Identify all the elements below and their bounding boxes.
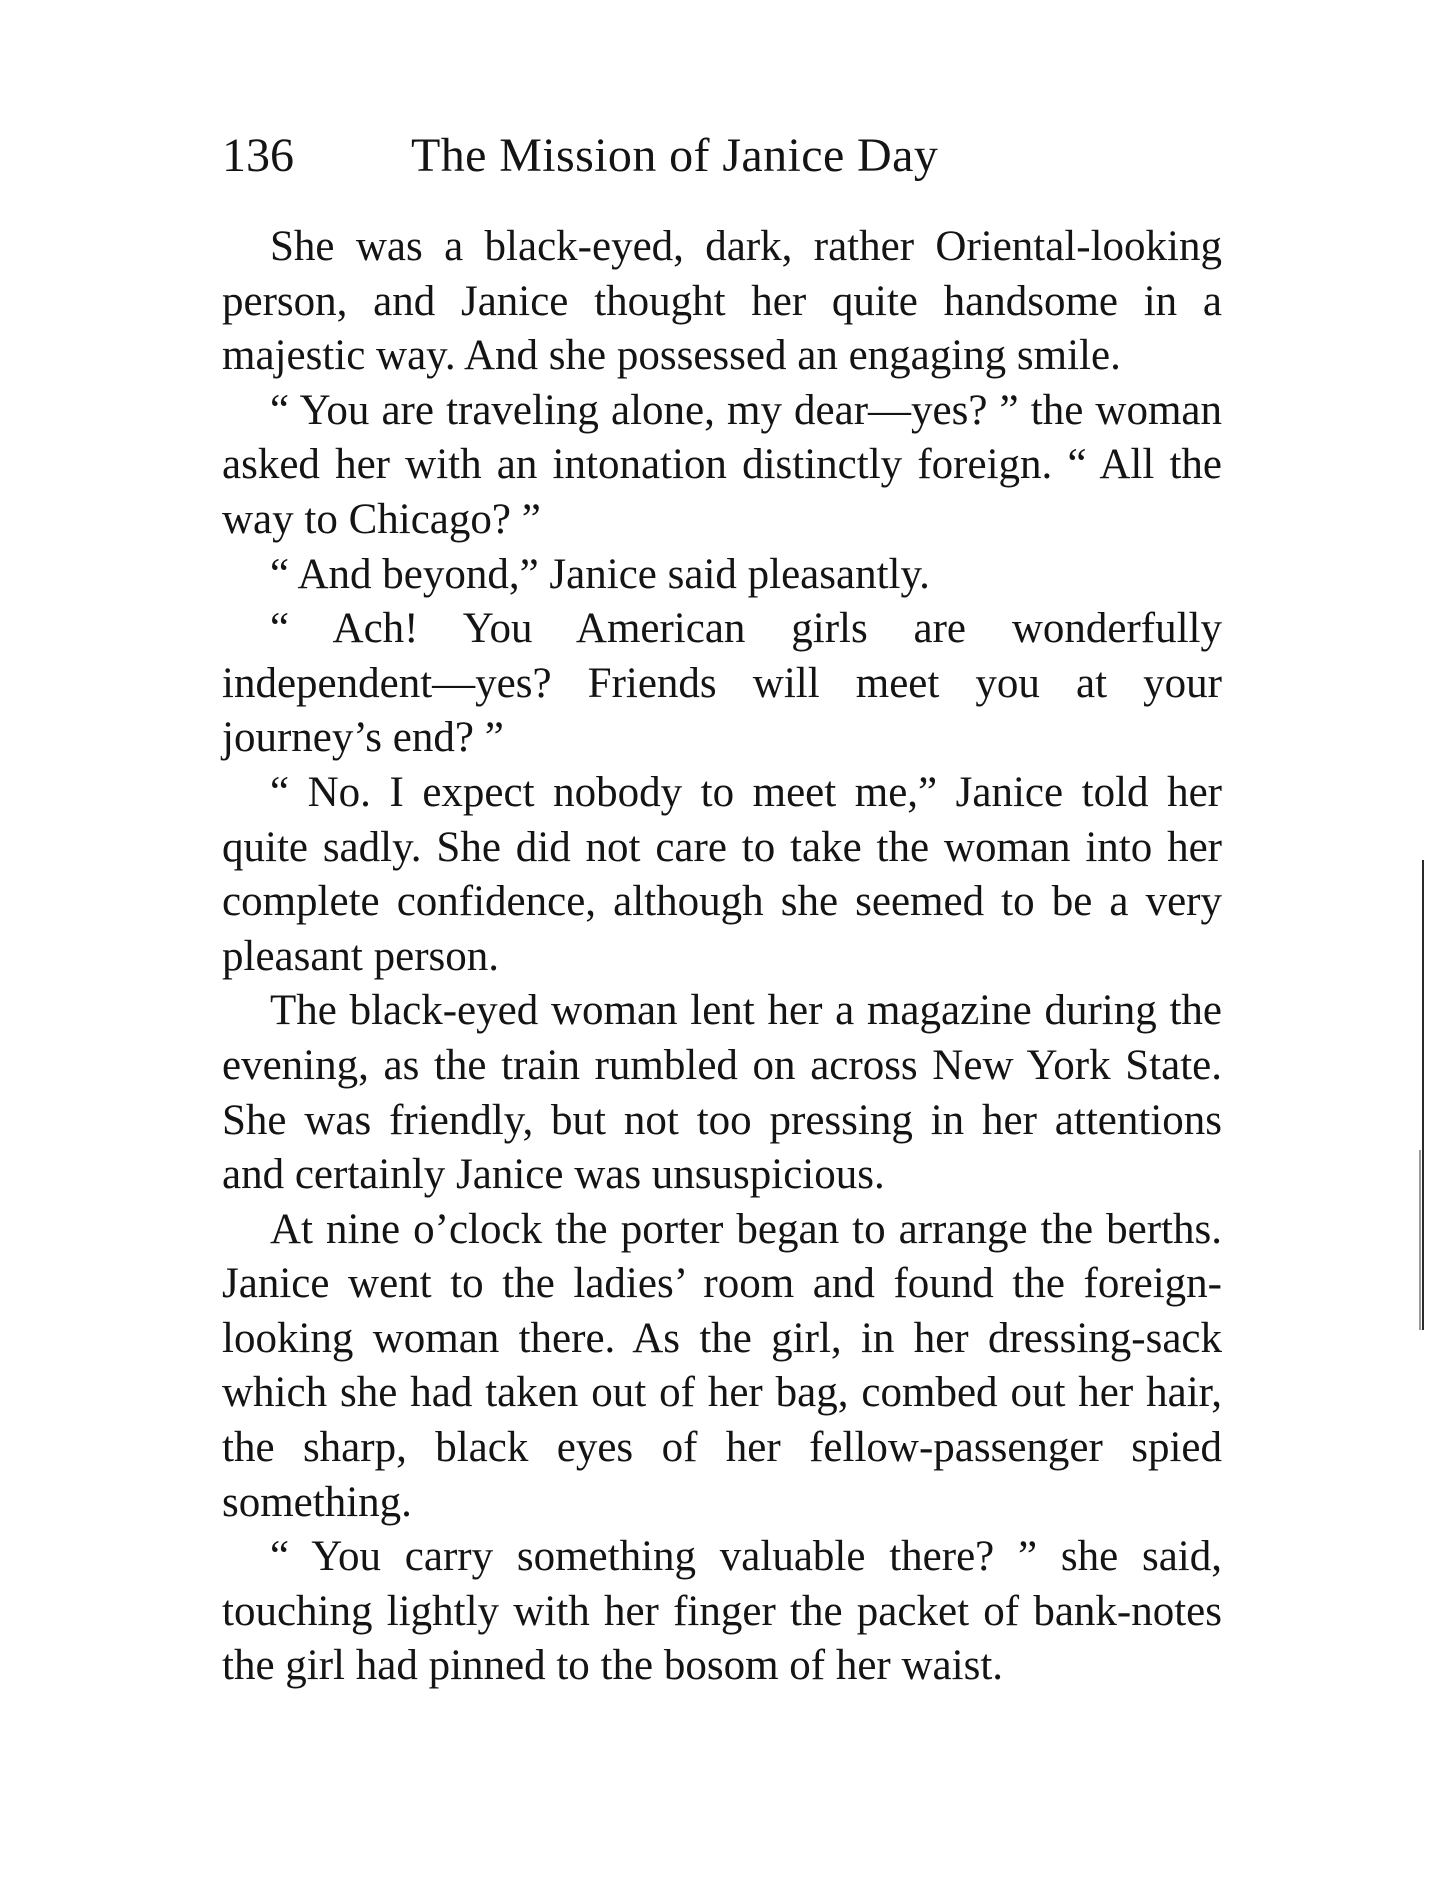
paragraph: “ No. I expect nobody to meet me,” Janice told her quite sadly. She did not care to take the woman into her complete confidence, although she seemed to be a very pleasant person. <box>222 768 1222 980</box>
paragraph: At nine o’clock the porter began to arrange the berths. Janice went to the ladies’ room and found the foreign-looking woman there. As the girl, in her dressing-sack which she had taken out of her bag, combed out her hair, the sharp, black eyes of her fellow-passenger spied something. <box>222 1205 1222 1526</box>
body-text <box>222 220 1222 1694</box>
paragraph: “ You carry something valuable there? ” she said, touching lightly with her finger the packet of bank-notes the girl had pinned to the bosom of her waist. <box>222 1533 1222 1690</box>
running-title: The Mission of Janice Day <box>411 129 939 182</box>
paragraph: “ You are traveling alone, my dear—yes? ” the woman asked her with an intonation distinctly foreign. “ All the way to Chicago? ” <box>222 386 1222 543</box>
book-page <box>222 120 1222 1694</box>
page-header <box>222 120 1222 192</box>
paragraph: The black-eyed woman lent her a magazine during the evening, as the train rumbled on across New York State. She was friendly, but not too pressing in her attentions and certainly Janice was unsuspicious. <box>222 987 1222 1199</box>
paragraph: She was a black-eyed, dark, rather Oriental-looking person, and Janice thought her quite handsome in a majestic way. And she possessed an engaging smile. <box>222 223 1222 380</box>
paragraph: “ Ach! You American girls are wonderfully independent—yes? Friends will meet you at your journey’s end? ” <box>222 605 1222 762</box>
paragraph: “ And beyond,” Janice said pleasantly. <box>270 550 930 598</box>
page-number: 136 <box>222 129 294 182</box>
scan-edge-shadow <box>1419 1150 1421 1330</box>
scan-edge-line <box>1422 860 1424 1330</box>
